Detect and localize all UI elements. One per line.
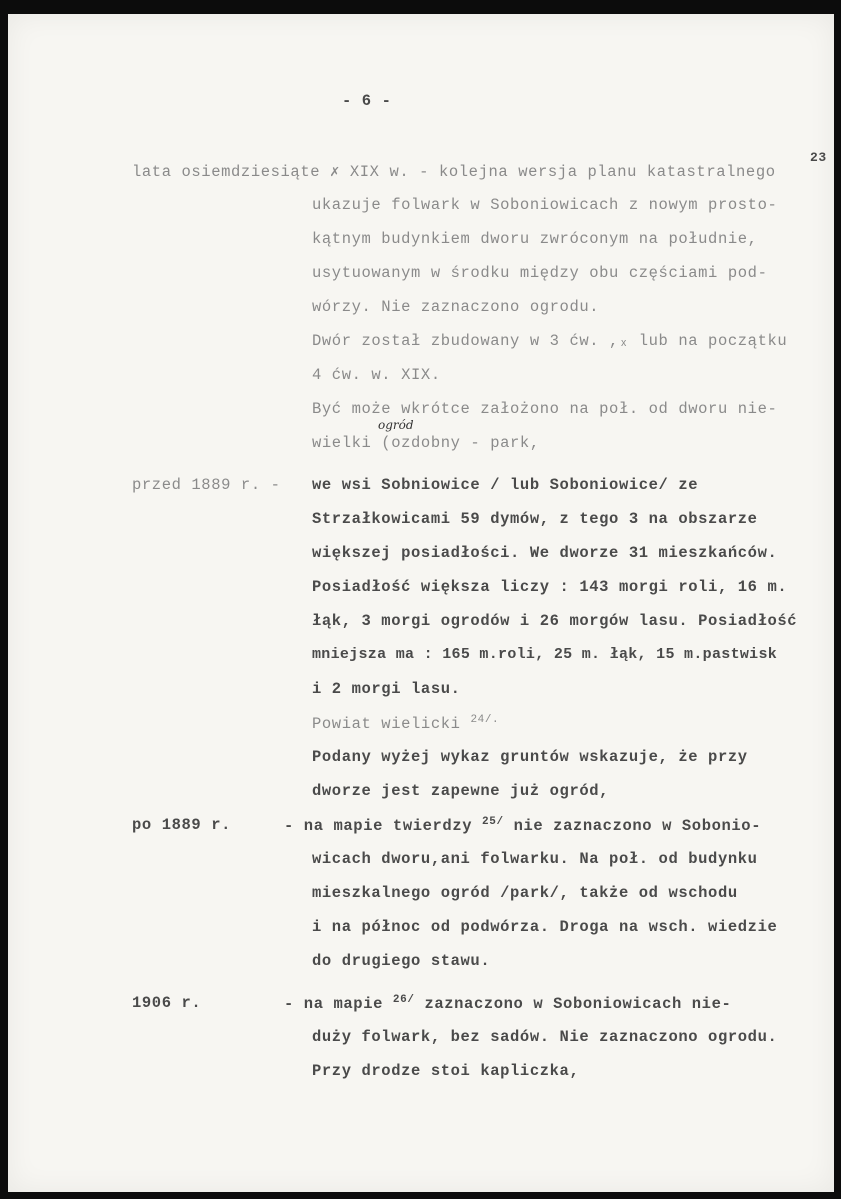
entry-4-line-1-text: - na mapie <box>284 995 384 1014</box>
entry-3-line-5: do drugiego stawu. <box>312 952 491 970</box>
entry-1-line-9: wielki (ozdobny - park, <box>312 434 540 452</box>
entry-3-line-4: i na północ od podwórza. Droga na wsch. wiedzie <box>312 918 778 936</box>
typewritten-page <box>8 14 834 1192</box>
entry-4-line-1 <box>284 994 731 1013</box>
entry-2-line-1: we wsi Sobniowice / lub Soboniowice/ ze <box>312 476 699 494</box>
entry-3-date: po 1889 r. <box>132 816 232 834</box>
entry-1-line-7: 4 ćw. w. XIX. <box>312 366 441 384</box>
entry-2-line-8 <box>312 714 499 733</box>
entry-2-date: przed 1889 r. - <box>132 476 281 494</box>
entry-1-line-4: usytuowanym w środku między obu częściami pod- <box>312 264 768 282</box>
page-number: - 6 - <box>342 92 392 110</box>
footnote-26: 26/ <box>392 994 415 1006</box>
entry-1-line-5: wórzy. Nie zaznaczono ogrodu. <box>312 298 600 316</box>
entry-3-line-1 <box>284 816 761 835</box>
entry-3-line-3: mieszkalnego ogród /park/, także od wschodu <box>312 884 738 902</box>
margin-note: 23 <box>810 150 827 165</box>
entry-2-line-2: Strzałkowicami 59 dymów, z tego 3 na obszarze <box>312 510 758 528</box>
footnote-24: 24/. <box>470 714 500 726</box>
entry-2-line-6: mniejsza ma : 165 m.roli, 25 m. łąk, 15 m.pastwisk <box>312 646 778 663</box>
entry-1-line-3: kątnym budynkiem dworu zwróconym na południe, <box>312 230 758 248</box>
entry-2-line-3: większej posiadłości. We dworze 31 mieszkańców. <box>312 544 778 562</box>
entry-2-line-5: łąk, 3 morgi ogrodów i 26 morgów lasu. Posiadłość <box>312 612 798 630</box>
entry-2-line-4: Posiadłość większa liczy : 143 morgi roli, 16 m. <box>312 578 788 596</box>
entry-1-line-2: ukazuje folwark w Soboniowicach z nowym prosto- <box>312 196 778 214</box>
entry-3-line-1-text: - na mapie twierdzy <box>284 817 473 836</box>
entry-3-line-1-rest: nie zaznaczono w Sobonio- <box>513 817 762 836</box>
handwritten-insert: ogród <box>378 418 414 432</box>
entry-4-line-1-rest: zaznaczono w Soboniowicach nie- <box>424 995 732 1014</box>
footnote-25: 25/ <box>482 816 504 828</box>
entry-3-line-2: wicach dworu,ani folwarku. Na poł. od budynku <box>312 850 758 868</box>
entry-2-line-9: Podany wyżej wykaz gruntów wskazuje, że przy <box>312 748 748 766</box>
entry-2-line-10: dworze jest zapewne już ogród, <box>312 782 610 800</box>
entry-4-line-2: duży folwark, bez sadów. Nie zaznaczono ogrodu. <box>312 1028 778 1046</box>
entry-2-line-8-text: Powiat wielicki <box>312 715 461 734</box>
entry-1-line-1: lata osiemdziesiąte ✗ XIX w. - kolejna wersja planu katastralnego <box>132 163 776 181</box>
entry-4-line-3: Przy drodze stoi kapliczka, <box>312 1062 580 1080</box>
entry-4-date: 1906 r. <box>132 994 202 1012</box>
entry-1-line-6: Dwór został zbudowany w 3 ćw. ,ₓ lub na początku <box>312 332 788 350</box>
entry-2-line-7: i 2 morgi lasu. <box>312 680 461 698</box>
entry-1-line-8: Być może wkrótce założono na poł. od dworu nie- <box>312 400 778 418</box>
